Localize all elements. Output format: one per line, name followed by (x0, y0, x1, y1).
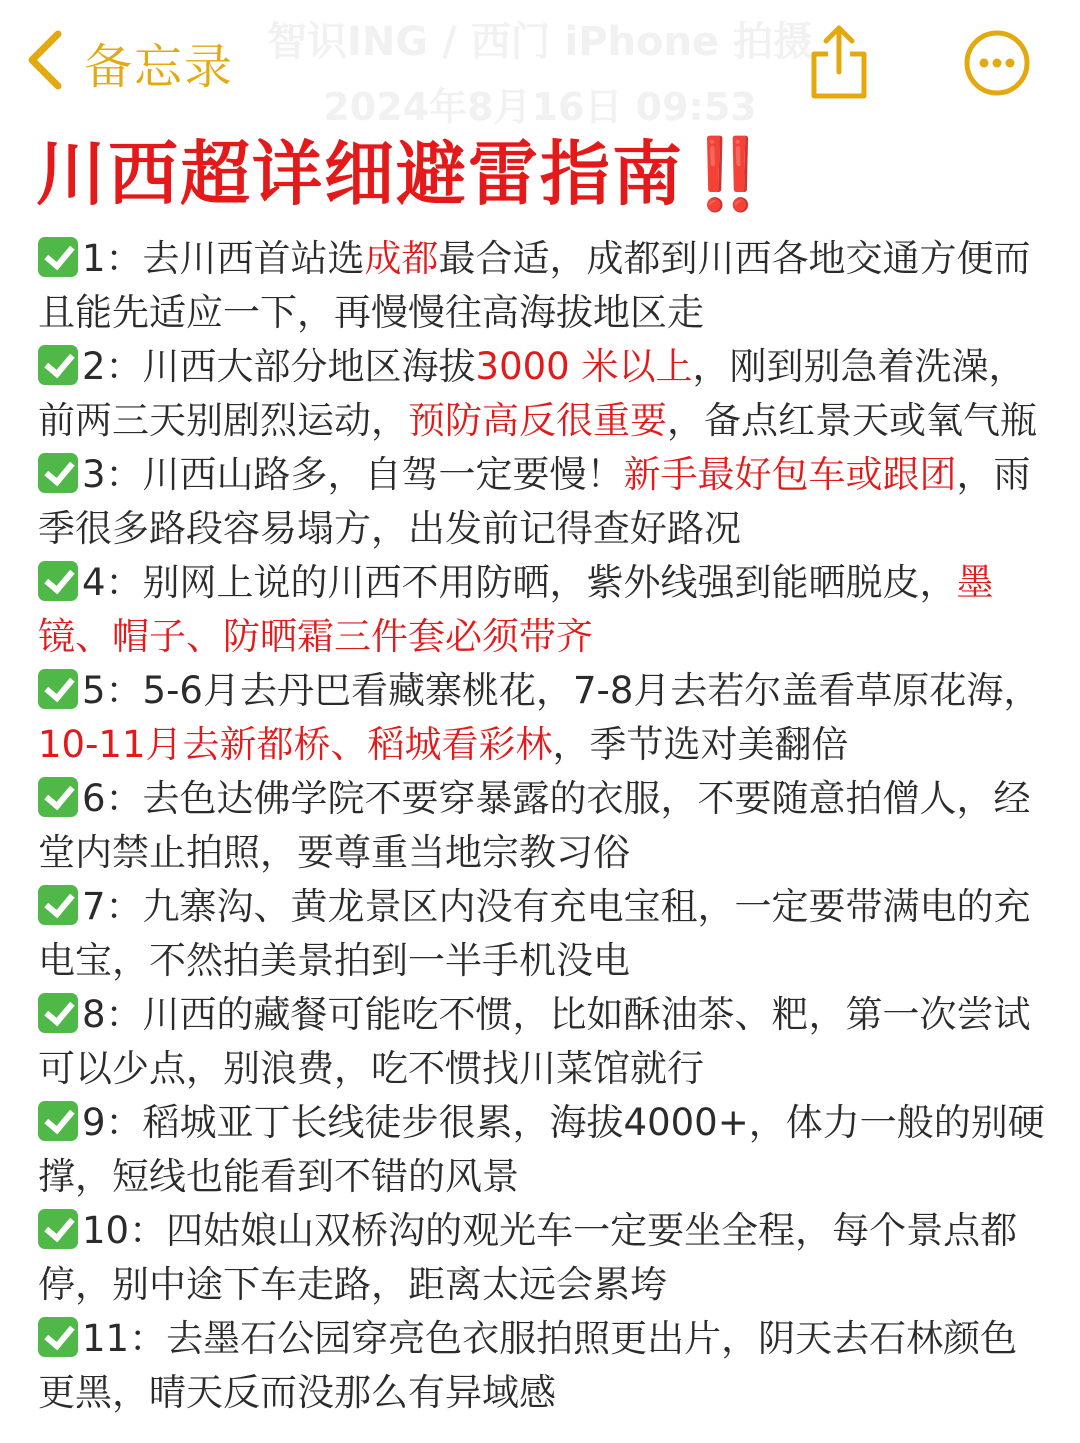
item-text: ，雨季很多路段容易塌方，出发前记得查好路况 (38, 453, 1031, 550)
item-text: ，备点红景天或氧气瓶 (667, 399, 1037, 442)
list-item (38, 1096, 1048, 1204)
watermark-line-2: 2024年8月16日 09:53 (323, 85, 757, 129)
share-icon (806, 24, 872, 100)
item-text: 11：去墨石公园穿亮色衣服拍照更出片，阴天去石林颜色更黑，晴天反而没那么有异域感 (38, 1317, 1018, 1414)
item-text: 4：别网上说的川西不用防晒，紫外线强到能晒脱皮， (82, 561, 957, 604)
item-text: 5：5-6月去丹巴看藏寨桃花，7-8月去若尔盖看草原花海， (82, 669, 1041, 712)
back-button[interactable] (22, 22, 234, 102)
item-text: 6：去色达佛学院不要穿暴露的衣服，不要随意拍僧人，经堂内禁止拍照，要尊重当地宗教习俗 (38, 777, 1031, 874)
checkmark-icon (38, 345, 78, 385)
item-text: 10：四姑娘山双桥沟的观光车一定要坐全程，每个景点都停，别中途下车走路，距离太远会累垮 (38, 1209, 1018, 1306)
highlight-text: 10-11月去新都桥、稻城看彩林 (38, 723, 553, 766)
checkmark-icon (38, 1317, 78, 1357)
note-body[interactable] (38, 232, 1048, 1420)
item-text: 3：川西山路多，自驾一定要慢！ (82, 453, 624, 496)
checkmark-icon (38, 885, 78, 925)
item-text: ，季节选对美翻倍 (552, 723, 849, 766)
list-item (38, 988, 1048, 1096)
checkmark-icon (38, 237, 78, 277)
back-label: 备忘录 (84, 38, 235, 95)
more-options-icon (962, 28, 1032, 98)
item-text: 最合适，成都到川西各地交通方便而且能先适应一下，再慢慢往高海拔地区走 (38, 237, 1031, 334)
chevron-left-icon (22, 28, 66, 96)
list-item (38, 1312, 1048, 1420)
checkmark-icon (38, 993, 78, 1033)
list-item (38, 1204, 1048, 1312)
highlight-text: 新手最好包车或跟团 (623, 453, 957, 496)
checkmark-icon (38, 669, 78, 709)
highlight-text: 成都 (364, 237, 439, 280)
note-title: 川西超详细避雷指南‼️ (36, 133, 774, 215)
list-item (38, 880, 1048, 988)
highlight-text: 墨镜、帽子、防晒霜三件套必须带齐 (38, 561, 994, 658)
item-text: 1：去川西首站选 (82, 237, 365, 280)
more-button[interactable] (962, 28, 1032, 98)
list-item (38, 772, 1048, 880)
list-item (38, 340, 1048, 448)
item-text: ，刚到别急着洗澡，前两三天别剧烈运动， (38, 345, 1026, 442)
checkmark-icon (38, 777, 78, 817)
item-text: 7：九寨沟、黄龙景区内没有充电宝租，一定要带满电的充电宝，不然拍美景拍到一半手机没电 (38, 885, 1031, 982)
highlight-text: 预防高反很重要 (408, 399, 667, 442)
checkmark-icon (38, 453, 78, 493)
item-text: 9：稻城亚丁长线徒步很累，海拔4000+，体力一般的别硬撑，短线也能看到不错的风景 (38, 1101, 1045, 1198)
watermark-line-1: 智识ING / 西门 iPhone 拍摄 (266, 19, 814, 65)
highlight-text: 3000 米以上 (475, 345, 693, 388)
item-text: 2：川西大部分地区海拔 (82, 345, 476, 388)
item-text: 8：川西的藏餐可能吃不惯，比如酥油茶、粑，第一次尝试可以少点，别浪费，吃不惯找川菜馆就行 (38, 993, 1031, 1090)
checkmark-icon (38, 561, 78, 601)
list-item (38, 232, 1048, 340)
list-item (38, 448, 1048, 556)
share-button[interactable] (806, 24, 872, 100)
list-item (38, 556, 1048, 664)
navigation-bar (0, 0, 1080, 129)
checkmark-icon (38, 1209, 78, 1249)
checkmark-icon (38, 1101, 78, 1141)
list-item (38, 664, 1048, 772)
